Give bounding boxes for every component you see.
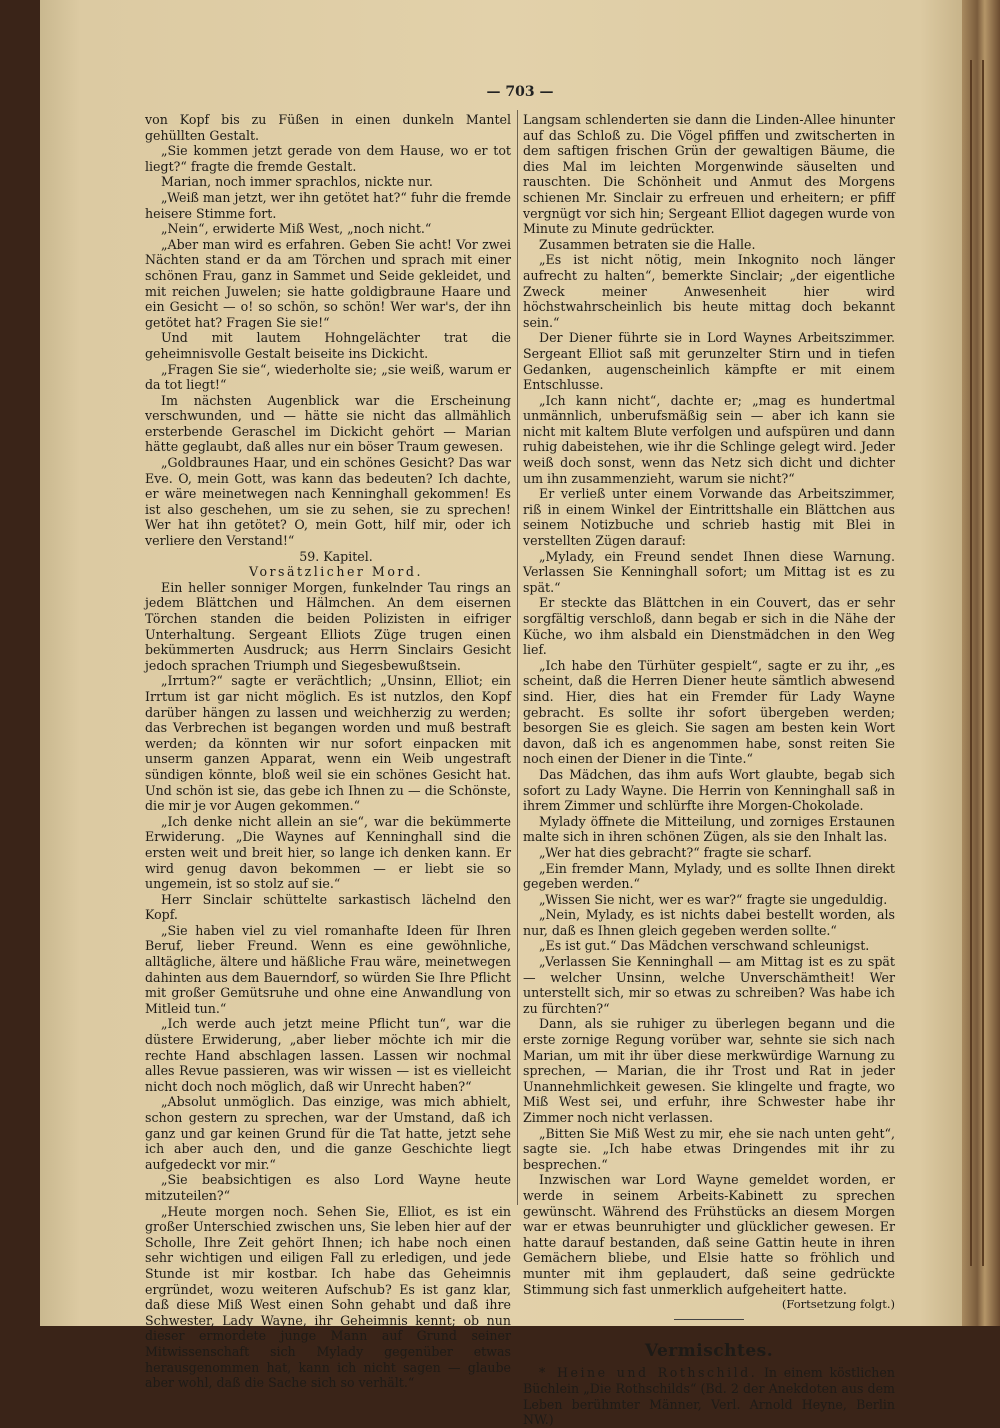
paragraph: „Absolut unmöglich. Das einzige, was mich abhielt, schon gestern zu sprechen, war der Umstand, daß ich ganz und gar keinen Grund für die Tat hatte, jetzt sehe ich aber auch den, und die ganze Geschichte liegt aufgedeckt vor mir.“ <box>145 1094 511 1172</box>
paragraph: „Ich kann nicht“, dachte er; „mag es hundertmal unmännlich, unberufsmäßig sein — aber ich kann sie nicht mit kaltem Blute verfolgen und aufspüren und dann ruhig dabeistehen, wie ihr die Schlinge gelegt wird. Jeder weiß doch sonst, wenn das Netz sich dicht und dichter um ihn zusammenzieht, warum sie nicht?“ <box>523 392 895 486</box>
paragraph: Das Mädchen, das ihm aufs Wort glaubte, begab sich sofort zu Lady Wayne. Die Herrin von Kenninghall saß in ihrem Zimmer und schlürfte ihre Morgen-Chokolade. <box>523 766 895 814</box>
paragraph: „Es ist nicht nötig, mein Inkognito noch länger aufrecht zu halten“, bemerkte Sinclair; „der eigentliche Zweck meiner Anwesenheit hier wird höchstwahrscheinlich bis heute mittag doch bekannt sein.“ <box>523 252 895 330</box>
paragraph: „Sie beabsichtigen es also Lord Wayne heute mitzuteilen?“ <box>145 1172 511 1203</box>
paragraph: „Es ist gut.“ Das Mädchen verschwand schleunigst. <box>539 938 870 954</box>
left-column <box>145 112 511 1391</box>
paragraph: „Ich werde auch jetzt meine Pflicht tun“, war die düstere Erwiderung, „aber lieber möchte ich mir die rechte Hand abschlagen lassen. Lassen wir nochmal alles Revue passieren, was wir wissen — ist es vielleicht nicht doch noch möglich, daß wir Unrecht haben?“ <box>145 1016 511 1094</box>
paragraph: „Wer hat dies gebracht?“ fragte sie scharf. <box>539 844 812 860</box>
right-paragraphs <box>523 112 895 1297</box>
paragraph: „Nein“, erwiderte Miß West, „noch nicht.“ <box>161 221 432 237</box>
paragraph: „Aber man wird es erfahren. Geben Sie acht! Vor zwei Nächten stand er da am Törchen und sprach mit einer schönen Frau, ganz in Sammet und Seide gekleidet, und mit reichen Juwelen; sie hatte goldigbraune Haare und ein Gesicht — o! so schön, so schön! Wer war's, der ihn getötet hat? Fragen Sie sie!“ <box>145 236 511 330</box>
paragraph: „Ich habe den Türhüter gespielt“, sagte er zu ihr, „es scheint, daß die Herren Diener heute sämtlich abwesend sind. Hier, dies hat ein Fremder für Lady Wayne gebracht. Es sollte ihr sofort übergeben werden; besorgen Sie es gleich. Sie sagen am besten kein Wort davon, daß ich es angenommen habe, sonst reiten Sie noch einen der Diener in die Tinte.“ <box>523 657 895 767</box>
paragraph: Marian, noch immer sprachlos, nickte nur. <box>161 174 433 190</box>
section-rule <box>674 1319 744 1320</box>
paragraph: Im nächsten Augenblick war die Erscheinung verschwunden, und — hätte sie nicht das allmählich ersterbende Geraschel im Dickicht gehört — Marian hätte geglaubt, daß alles nur ein böser Traum gewesen. <box>145 392 511 455</box>
misc-text: In einem köstlichen Büchlein „Die Rothschilds“ (Bd. 2 der Anekdoten aus dem Leben berühmter Männer, Verl. Arnold Heyne, Berlin NW.) <box>523 1365 895 1428</box>
paragraph: „Wissen Sie nicht, wer es war?“ fragte sie ungeduldig. <box>539 891 888 907</box>
paragraph: Herr Sinclair schüttelte sarkastisch lächelnd den Kopf. <box>145 891 511 923</box>
paragraph: „Verlassen Sie Kenninghall — am Mittag ist es zu spät — welcher Unsinn, welche Unverschämtheit! Wer unterstellt sich, mir so etwas zu schreiben? Was habe ich zu fürchten?“ <box>523 954 895 1016</box>
misc-section-title: Vermischtes. <box>644 1340 774 1361</box>
adjacent-pages-edge <box>962 0 1000 1326</box>
newspaper-page <box>40 0 962 1428</box>
column-divider <box>517 110 518 1205</box>
paragraph: „Goldbraunes Haar, und ein schönes Gesicht? Das war Eve. O, mein Gott, was kann das bedeuten? Ich dachte, er wäre meinetwegen nach Kenninghall gekommen! Es ist also geschehen, um sie zu sehen, sie zu sprechen! Wer hat ihn getötet? O, mein Gott, hilf mir, oder ich verliere den Verstand!“ <box>145 455 511 549</box>
paragraph: Dann, als sie ruhiger zu überlegen begann und die erste zornige Regung vorüber war, sehnte sie sich nach Marian, um mit ihr über diese merkwürdige Warnung zu sprechen, — Marian, die ihr Trost und Rat in jeder Unannehmlichkeit gewesen. Sie klingelte und fragte, wo Miß West sei, und erfuhr, ihre Schwester habe ihr Zimmer noch nicht verlassen. <box>523 1016 895 1125</box>
paragraph: „Weiß man jetzt, wer ihn getötet hat?“ fuhr die fremde heisere Stimme fort. <box>145 189 511 221</box>
paragraph: „Nein, Mylady, es ist nichts dabei bestellt worden, als nur, daß es Ihnen gleich gegeben werden sollte.“ <box>523 907 895 938</box>
continuation-note: (Fortsetzung folgt.) <box>781 1297 895 1312</box>
misc-lead: * Heine und Rothschild. <box>539 1365 758 1381</box>
paragraph: Inzwischen war Lord Wayne gemeldet worden, er werde in seinem Arbeits-Kabinett zu sprechen gewünscht. Während des Frühstücks an diesem Morgen war er etwas beunruhigter und glücklicher gewesen. Er hatte darauf bestanden, daß seine Gattin heute in ihren Gemächern bliebe, und Elsie hatte so fröhlich und munter mit ihm geplaudert, daß seine gedrückte Stimmung sich fast unmerklich aufgeheitert hatte. <box>523 1172 895 1297</box>
chapter-number: 59. Kapitel. <box>299 548 373 564</box>
paragraph: „Sie kommen jetzt gerade von dem Hause, wo er tot liegt?“ fragte die fremde Gestalt. <box>145 143 511 174</box>
paragraph: von Kopf bis zu Füßen in einen dunkeln Mantel gehüllten Gestalt. <box>145 112 511 143</box>
paragraph: „Mylady, ein Freund sendet Ihnen diese Warnung. Verlassen Sie Kenninghall sofort; um Mittag ist es zu spät.“ <box>523 548 895 595</box>
paragraph: Und mit lautem Hohngelächter trat die geheimnisvolle Gestalt beiseite ins Dickicht. <box>145 330 511 361</box>
paragraph: Er steckte das Blättchen in ein Couvert, das er sehr sorgfältig verschloß, dann begab er sich in die Nähe der Küche, wo ihm alsbald ein Dienstmädchen in den Weg lief. <box>523 595 895 658</box>
paragraph: Langsam schlenderten sie dann die Linden-Allee hinunter auf das Schloß zu. Die Vögel pfiffen und zwitscherten in dem saftigen frischen Grün der gewaltigen Bäume, die dies Mal im leichten Morgenwinde säuselten und rauschten. Die Schönheit und Anmut des Morgens schienen Mr. Sinclair zu erfreuen und erheitern; er pfiff vergnügt vor sich hin; Sergeant Elliot dagegen wurde von Minute zu Minute gedrückter. <box>523 112 895 237</box>
paragraph: „Ich denke nicht allein an sie“, war die bekümmerte Erwiderung. „Die Waynes auf Kenninghall sind die ersten weit und breit hier, so lange ich denken kann. Er wird genug davon bekommen — er liebt sie so ungemein, ist so stolz auf sie.“ <box>145 813 511 892</box>
paragraph: Ein heller sonniger Morgen, funkelnder Tau rings an jedem Blättchen und Hälmchen. An dem eisernen Törchen standen die beiden Polizisten in eifriger Unterhaltung. Sergeant Elliots Züge trugen einen bekümmerten Ausdruck; aus Herrn Sinclairs Gesicht jedoch sprachen Triumph und Siegesbewußtsein. <box>145 579 511 673</box>
paragraph: „Heute morgen noch. Sehen Sie, Elliot, es ist ein großer Unterschied zwischen uns, Sie leben hier auf der Scholle, Ihre Zeit gehört Ihnen; ich habe noch einen sehr wichtigen und eiligen Fall zu erledigen, und jede Stunde ist mir kostbar. Ich habe das Geheimnis ergründet, wozu weiteren Aufschub? Es ist ganz klar, daß diese Miß West einen Sohn gehabt und daß ihre Schwester, Lady Wayne, ihr Geheimnis kennt; ob nun dieser ermordete junge Mann auf Grund seiner Mitwissenschaft sich Mylady gegenüber etwas herausgenommen hat, kann ich nicht sagen — glaube aber wohl, daß die Sache sich so verhält.“ <box>145 1203 511 1391</box>
page-number: — 703 — <box>486 84 554 100</box>
chapter-title: Vorsätzlicher Mord. <box>249 564 423 580</box>
left-paragraphs-after <box>145 580 511 1391</box>
paragraph: „Fragen Sie sie“, wiederholte sie; „sie weiß, warum er da tot liegt!“ <box>145 361 511 393</box>
misc-paragraph <box>523 1365 895 1427</box>
paragraph: Der Diener führte sie in Lord Waynes Arbeitszimmer. Sergeant Elliot saß mit gerunzelter Stirn und in tiefen Gedanken, augenscheinlich kämpfte er mit einem Entschlusse. <box>523 330 895 393</box>
right-column <box>523 112 895 1428</box>
paragraph: Er verließ unter einem Vorwande das Arbeitszimmer, riß in einem Winkel der Eintrittshalle ein Blättchen aus seinem Notizbuche und schrieb hastig mit Blei in verstellten Zügen darauf: <box>523 486 895 549</box>
left-paragraphs-before <box>145 112 511 549</box>
paragraph: „Irrtum?“ sagte er verächtlich; „Unsinn, Elliot; ein Irrtum ist gar nicht möglich. Es ist nutzlos, den Kopf darüber hängen zu lassen und weichherzig zu werden; das Verbrechen ist begangen worden und muß bestraft werden; da könnten wir nur sofort einpacken mit unserm ganzen Apparat, wenn ein Weib ungestraft sündigen könnte, bloß weil sie ein schönes Gesicht hat. Und schön ist sie, das gebe ich Ihnen zu — die Schönste, die mir je vor Augen gekommen.“ <box>145 673 511 814</box>
paragraph: „Bitten Sie Miß West zu mir, ehe sie nach unten geht“, sagte sie. „Ich habe etwas Dringendes mit ihr zu besprechen.“ <box>523 1125 895 1172</box>
paragraph: „Ein fremder Mann, Mylady, und es sollte Ihnen direkt gegeben werden.“ <box>523 860 895 892</box>
paragraph: Zusammen betraten sie die Halle. <box>539 236 756 252</box>
paragraph: Mylady öffnete die Mitteilung, und zorniges Erstaunen malte sich in ihren schönen Zügen, als sie den Inhalt las. <box>523 813 895 845</box>
paragraph: „Sie haben viel zu viel romanhafte Ideen für Ihren Beruf, lieber Freund. Wenn es eine gewöhnliche, alltägliche, ältere und häßliche Frau wäre, meinetwegen dahinten aus dem Bauerndorf, so würden Sie Ihre Pflicht mit großer Gemütsruhe und ohne eine Anwandlung von Mitleid tun.“ <box>145 922 511 1016</box>
